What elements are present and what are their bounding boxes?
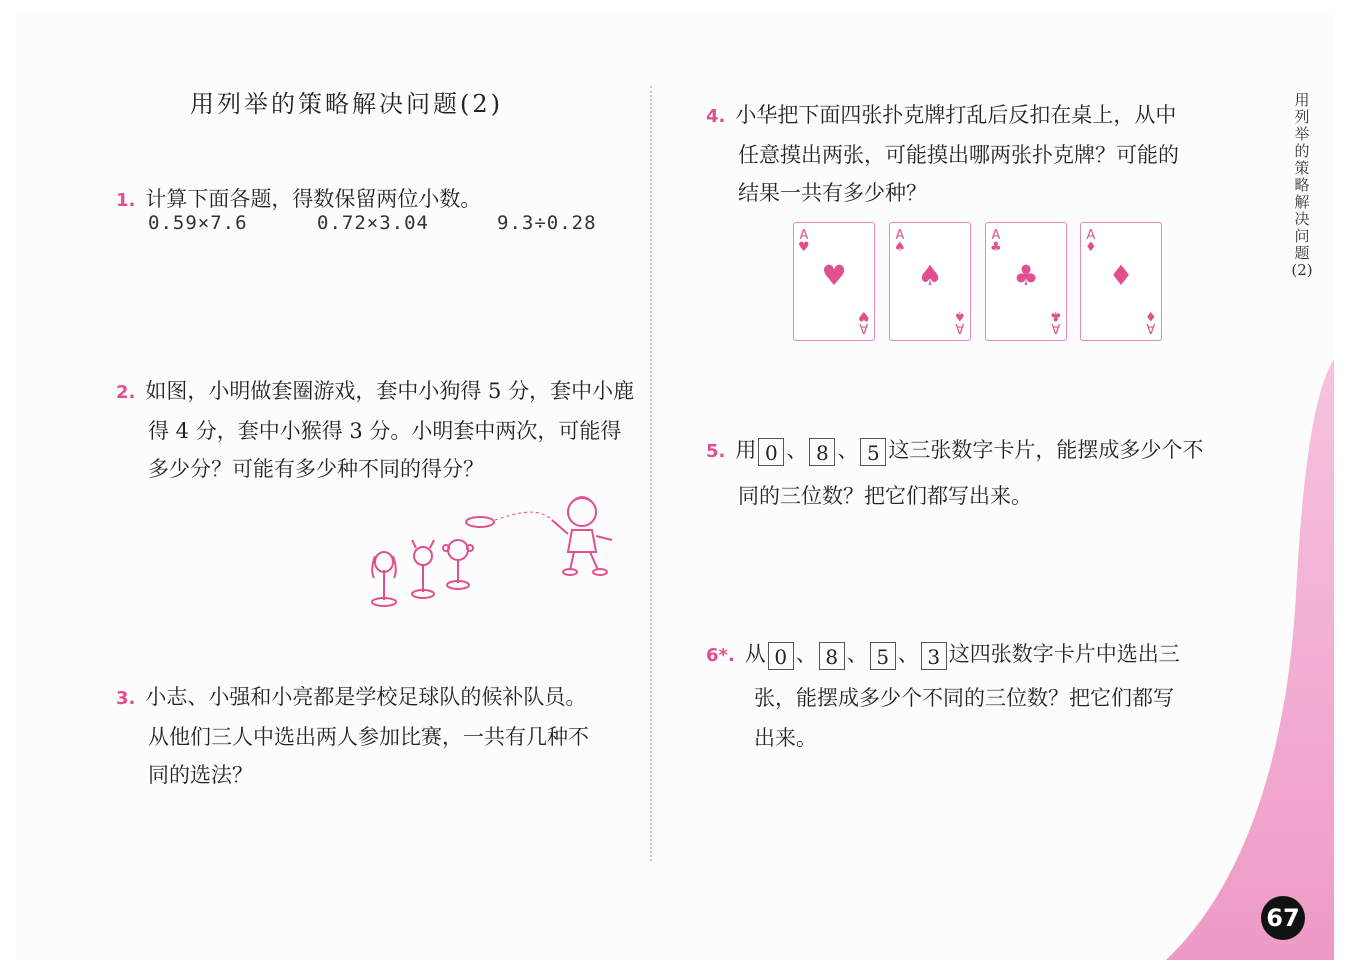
question-number: 3. (116, 688, 136, 709)
question-line: 多少分？可能有多少种不同的得分？ (148, 457, 484, 481)
question-line: 小志、小强和小亮都是学校足球队的候补队员。 (145, 685, 587, 709)
question-number: 4. (706, 106, 726, 127)
playing-card-ace-diamonds: A ♦ ♦ A ♦ (1080, 222, 1162, 341)
question-5: 5. 用 0 、 8 、 5 这三张数字卡片，能摆成多少个不 同的三位数？把它们都写出来。 (706, 428, 1203, 518)
page-number-badge: 67 (1261, 896, 1305, 940)
digit-card: 8 (809, 438, 835, 466)
question-line: 这三张数字卡片，能摆成多少个不 (888, 438, 1204, 462)
playing-card-ace-spades: A ♠ ♠ A ♠ (889, 222, 971, 341)
question-4 (706, 96, 1179, 212)
heart-icon: ♥ (821, 259, 847, 292)
question-line: 张，能摆成多少个不同的三位数？把它们都写 (754, 686, 1174, 710)
question-number: 5. (706, 441, 726, 462)
expression-3: 9.3÷0.28 (497, 212, 597, 234)
question-text: 计算下面各题，得数保留两位小数。 (145, 187, 482, 211)
digit-card: 5 (870, 642, 896, 670)
spade-icon: ♠ (917, 259, 943, 292)
digit-card: 0 (768, 642, 794, 670)
question-line: 结果一共有多少种？ (738, 181, 927, 205)
digit-card: 0 (758, 438, 784, 466)
question-number: 6*. (706, 645, 735, 666)
question-2 (116, 372, 634, 488)
digit-card: 8 (819, 642, 845, 670)
question-line: 这四张数字卡片中选出三 (948, 642, 1180, 666)
question-number: 2. (116, 382, 136, 403)
question-line: 得 4 分，套中小猴得 3 分。小明套中两次，可能得 (148, 419, 622, 443)
ring-toss-illustration (360, 490, 630, 615)
playing-card-ace-hearts: A ♥ ♥ A ♥ (793, 222, 875, 341)
page-title: 用列举的策略解决问题(2) (190, 90, 503, 118)
question-line: 同的三位数？把它们都写出来。 (738, 484, 1032, 508)
expression-2: 0.72×3.04 (317, 212, 429, 234)
question-6: 6*. 从 0 、 8 、 5 、 3 这四张数字卡片中选出三 张，能摆成多少个不同的三位数？把它们都写 出来。 (706, 632, 1180, 758)
question-line: 从他们三人中选出两人参加比赛，一共有几种不 (148, 725, 589, 749)
question-3 (116, 678, 589, 794)
question-line: 任意摸出两张，可能摸出哪两张扑克牌？可能的 (738, 143, 1179, 167)
question-line: 出来。 (754, 726, 817, 750)
column-divider (650, 86, 652, 861)
playing-card-ace-clubs: A ♣ ♣ A ♣ (985, 222, 1067, 341)
question-line: 小华把下面四张扑克牌打乱后反扣在桌上，从中 (735, 103, 1177, 127)
digit-card: 3 (921, 642, 947, 670)
digit-card: 5 (860, 438, 886, 466)
sidebar-chapter-title: 用列举的策略解决问题(2) (1291, 91, 1313, 279)
expression-1: 0.59×7.6 (148, 212, 248, 234)
question-line: 同的选法？ (148, 763, 253, 787)
question-number: 1. (116, 190, 136, 211)
diamond-icon: ♦ (1108, 259, 1134, 292)
question-line: 如图，小明做套圈游戏，套中小狗得 5 分，套中小鹿 (145, 379, 635, 403)
club-icon: ♣ (1013, 259, 1039, 292)
